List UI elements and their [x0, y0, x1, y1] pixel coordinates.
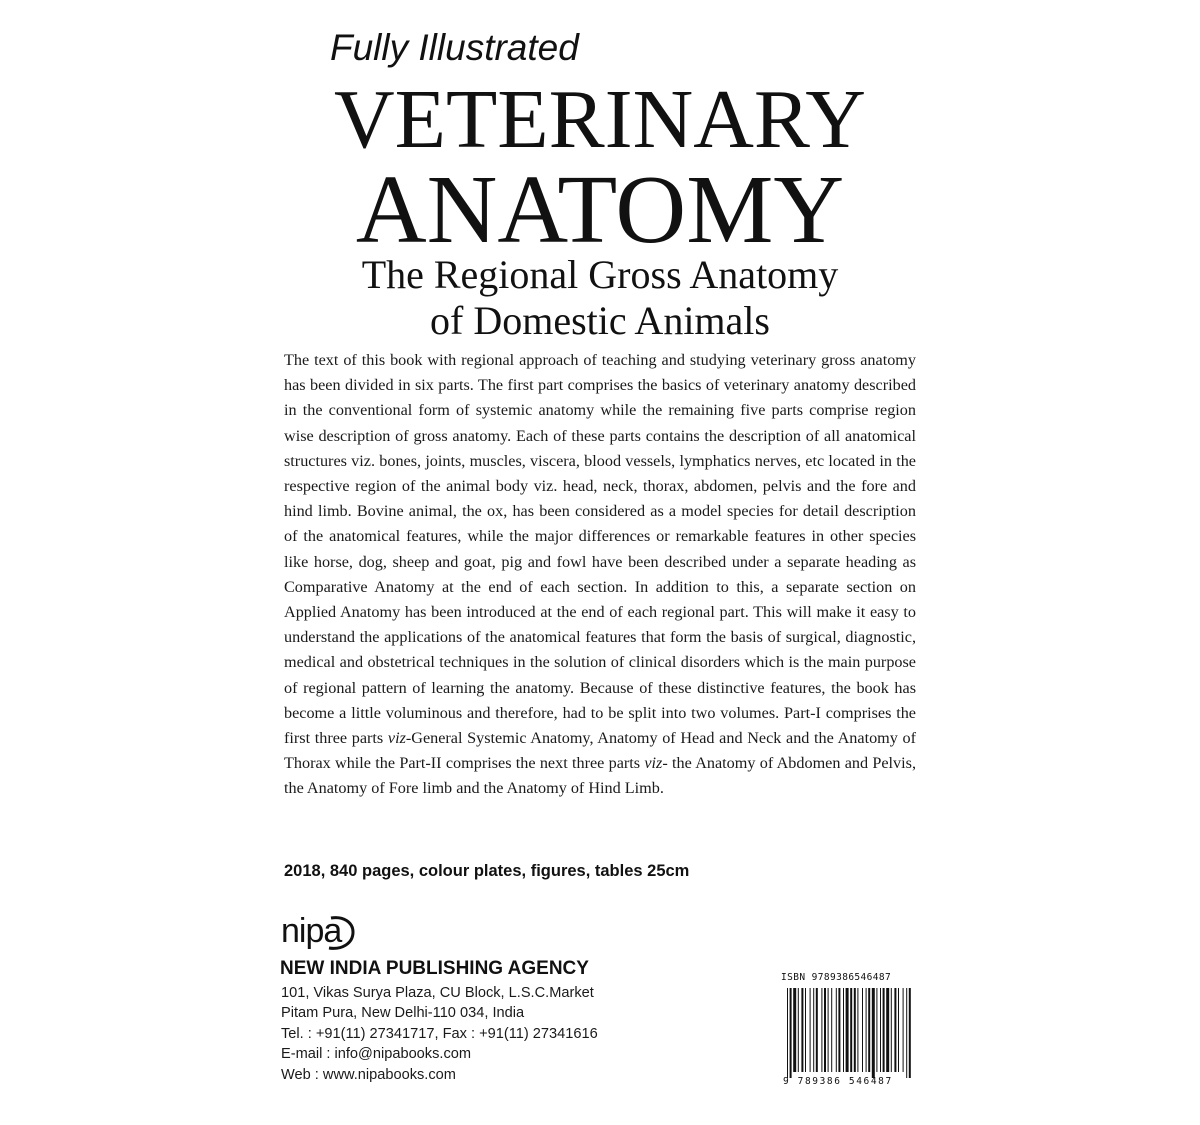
title-line-2: ANATOMY — [355, 156, 845, 264]
web-line: Web : www.nipabooks.com — [281, 1066, 456, 1083]
isbn-barcode — [779, 972, 917, 1090]
barcode-bar — [906, 988, 907, 1078]
barcode-bar — [894, 988, 896, 1072]
isbn-label: ISBN 9789386546487 — [781, 972, 892, 983]
phone-line: Tel. : +91(11) 27341717, Fax : +91(11) 27341616 — [281, 1025, 598, 1042]
description-text-1: The text of this book with regional approach of teaching and studying veterinary gross anatomy has been divided in six parts. The first part comprises the basics of veterinary anatomy described in the conventional form of systemic anatomy while the remaining five parts comprise region wise description of gross anatomy. Each of these parts contains the description of all anatomical structures viz. bones, joints, muscles, viscera, blood vessels, lymphatics nerves, etc located in the respective region of the animal body viz. head, neck, thorax, abdomen, pelvis and the fore and hind limb. Bovine animal, the ox, has been considered as a model species for detail description of the anatomical features, while the major differences or remarkable features in other species like horse, dog, sheep and goat, pig and fowl have been described under a separate heading as Comparative Anatomy at the end of each section. In addition to this, a separate section on Applied Anatomy has been introduced at the end of each regional part. This will make it easy to understand the applications of the anatomical features that form the basis of surgical, diagnostic, medical and obstetrical techniques in the solution of clinical disorders which is the main purpose of regional pattern of learning the anatomy. Because of these distinctive features, the book has become a little voluminous and therefore, had to be split into two volumes. Part-I comprises the first three parts — [284, 351, 916, 748]
barcode-bar — [793, 988, 796, 1072]
description-text-3: - the Anatomy of Abdomen and Pelvis, the Anatomy of Fore limb and the Anatomy of Hind Limb. — [284, 754, 916, 798]
barcode-bar — [880, 988, 881, 1072]
barcode-bar — [891, 988, 892, 1072]
barcode-bar — [909, 988, 911, 1078]
publisher-address — [281, 983, 598, 1085]
barcode-bar — [798, 988, 799, 1072]
barcode-bar — [872, 988, 875, 1078]
barcode-digits: 9 789386 546487 — [783, 1076, 893, 1087]
barcode-bar — [828, 988, 829, 1072]
barcode-bar — [883, 988, 885, 1072]
barcode-bar — [838, 988, 840, 1072]
barcode-bar — [821, 988, 822, 1072]
subtitle-line-2: of Domestic Animals — [430, 298, 770, 343]
barcode-bar — [866, 988, 867, 1072]
barcode-bar — [903, 988, 904, 1072]
barcode-bar — [810, 988, 811, 1072]
barcode-bar — [850, 988, 852, 1072]
barcode-bar — [854, 988, 856, 1072]
barcode-bar — [813, 988, 814, 1072]
nipa-logo-text: nipa — [281, 912, 342, 950]
barcode-bar — [805, 988, 806, 1072]
barcode-bar — [831, 988, 832, 1072]
barcode-bar — [801, 988, 803, 1072]
nipa-logo — [279, 906, 359, 954]
barcode-bar — [876, 988, 877, 1072]
barcode-bar — [868, 988, 870, 1072]
address-line-1: 101, Vikas Surya Plaza, CU Block, L.S.C.Market — [281, 985, 594, 1001]
barcode-bar — [787, 988, 788, 1078]
barcode-bar — [862, 988, 863, 1072]
subtitle-line-1: The Regional Gross Anatomy — [361, 252, 839, 297]
barcode-bar — [836, 988, 837, 1072]
barcode-bar — [846, 988, 849, 1072]
barcode-bar — [824, 988, 826, 1072]
book-specs: 2018, 840 pages, colour plates, figures, tables 25cm — [284, 862, 690, 880]
description-text-2: -General Systemic Anatomy, Anatomy of Head and Neck and the Anatomy of Thorax while the Part-II comprises the next three parts — [284, 729, 916, 773]
barcode-bar — [898, 988, 899, 1072]
barcode-bar — [816, 988, 818, 1072]
description-viz-2: viz — [644, 754, 663, 773]
description-viz-1: viz — [387, 729, 406, 748]
cover-tagline: Fully Illustrated — [330, 27, 579, 68]
barcode-bar — [857, 988, 858, 1072]
publisher-name: NEW INDIA PUBLISHING AGENCY — [280, 958, 589, 979]
barcode-bar — [843, 988, 844, 1072]
title-line-1: VETERINARY — [334, 73, 866, 166]
book-description — [284, 348, 916, 802]
email-line: E-mail : info@nipabooks.com — [281, 1046, 472, 1063]
address-line-2: Pitam Pura, New Delhi-110 034, India — [281, 1005, 525, 1022]
barcode-bar — [790, 988, 792, 1078]
barcode-bar — [886, 988, 889, 1072]
